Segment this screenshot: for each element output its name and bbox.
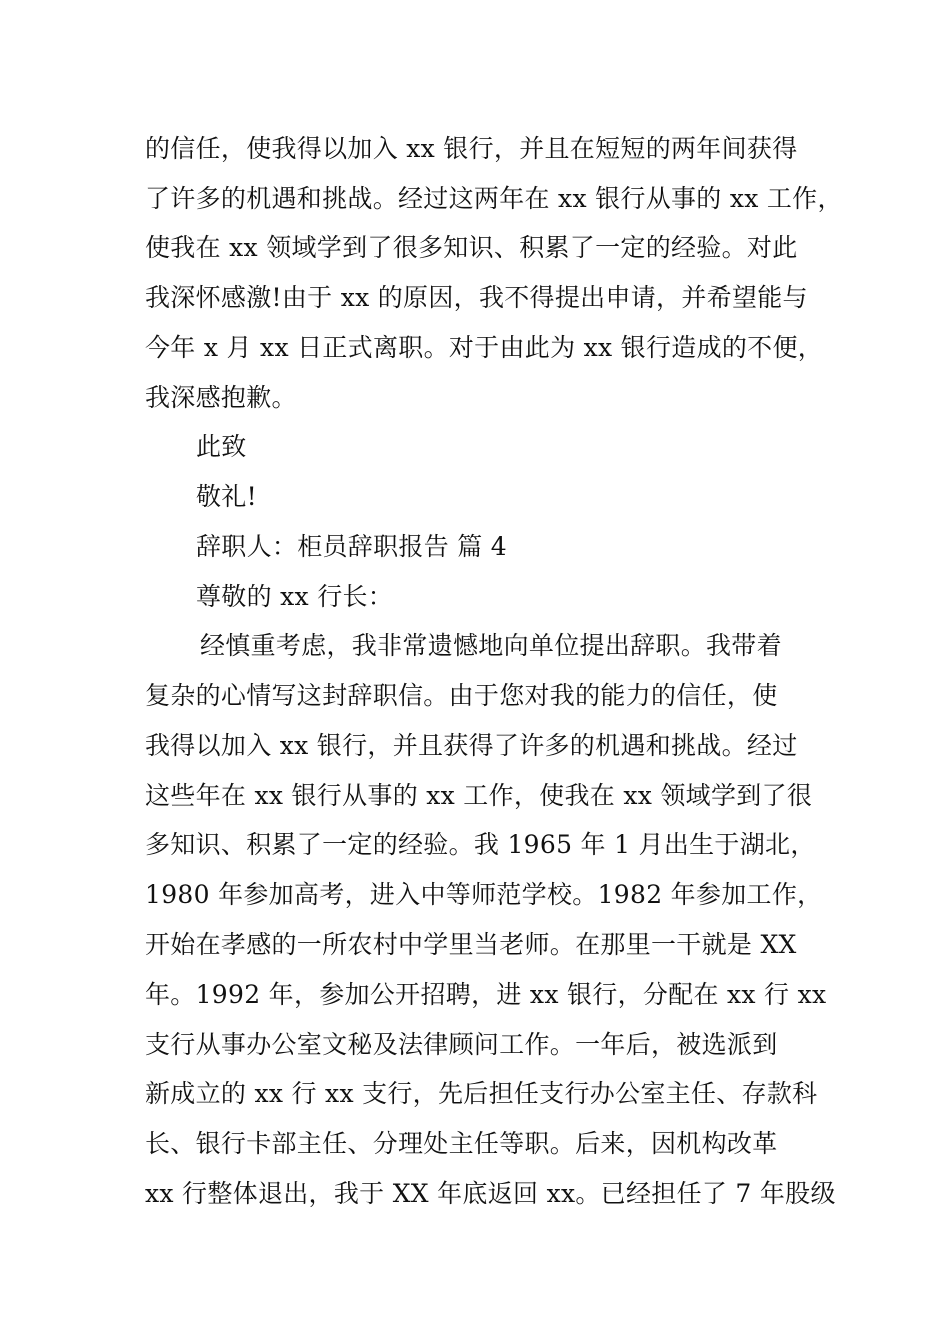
closing-salutation: 此致 (196, 432, 247, 461)
signature-heading: 辞职人：柜员辞职报告 篇 4 (196, 532, 508, 561)
body-line: 开始在孝感的一所农村中学里当老师。在那里一干就是 XX (145, 930, 797, 959)
body-line: 我得以加入 xx 银行，并且获得了许多的机遇和挑战。经过 (145, 731, 798, 760)
body-line: 年。1992 年，参加公开招聘，进 xx 银行，分配在 xx 行 xx (145, 980, 827, 1009)
body-line: 这些年在 xx 银行从事的 xx 工作，使我在 xx 领域学到了很 (145, 781, 813, 810)
body-line: 长、银行卡部主任、分理处主任等职。后来，因机构改革 (145, 1129, 778, 1158)
body-line: 支行从事办公室文秘及法律顾问工作。一年后，被选派到 (145, 1030, 778, 1059)
body-line: 我深怀感激!由于 xx 的原因，我不得提出申请，并希望能与 (145, 283, 808, 312)
body-line: 今年 x 月 xx 日正式离职。对于由此为 xx 银行造成的不便， (145, 333, 824, 362)
body-line: xx 行整体退出，我于 XX 年底返回 xx。已经担任了 7 年股级 (145, 1179, 836, 1208)
body-line: 多知识、积累了一定的经验。我 1965 年 1 月出生于湖北， (145, 830, 816, 859)
body-line: 了许多的机遇和挑战。经过这两年在 xx 银行从事的 xx 工作， (145, 184, 843, 213)
body-line: 1980 年参加高考，进入中等师范学校。1982 年参加工作， (145, 880, 823, 909)
body-line: 使我在 xx 领域学到了很多知识、积累了一定的经验。对此 (145, 233, 798, 262)
closing-regards: 敬礼! (196, 482, 257, 511)
body-line: 的信任，使我得以加入 xx 银行，并且在短短的两年间获得 (145, 134, 798, 163)
paragraph-first-line: 经慎重考虑，我非常遗憾地向单位提出辞职。我带着 (200, 631, 782, 660)
letter-greeting: 尊敬的 xx 行长： (196, 582, 394, 611)
body-line: 新成立的 xx 行 xx 支行，先后担任支行办公室主任、存款科 (145, 1079, 818, 1108)
body-line: 我深感抱歉。 (145, 383, 297, 412)
body-line: 复杂的心情写这封辞职信。由于您对我的能力的信任，使 (145, 681, 778, 710)
